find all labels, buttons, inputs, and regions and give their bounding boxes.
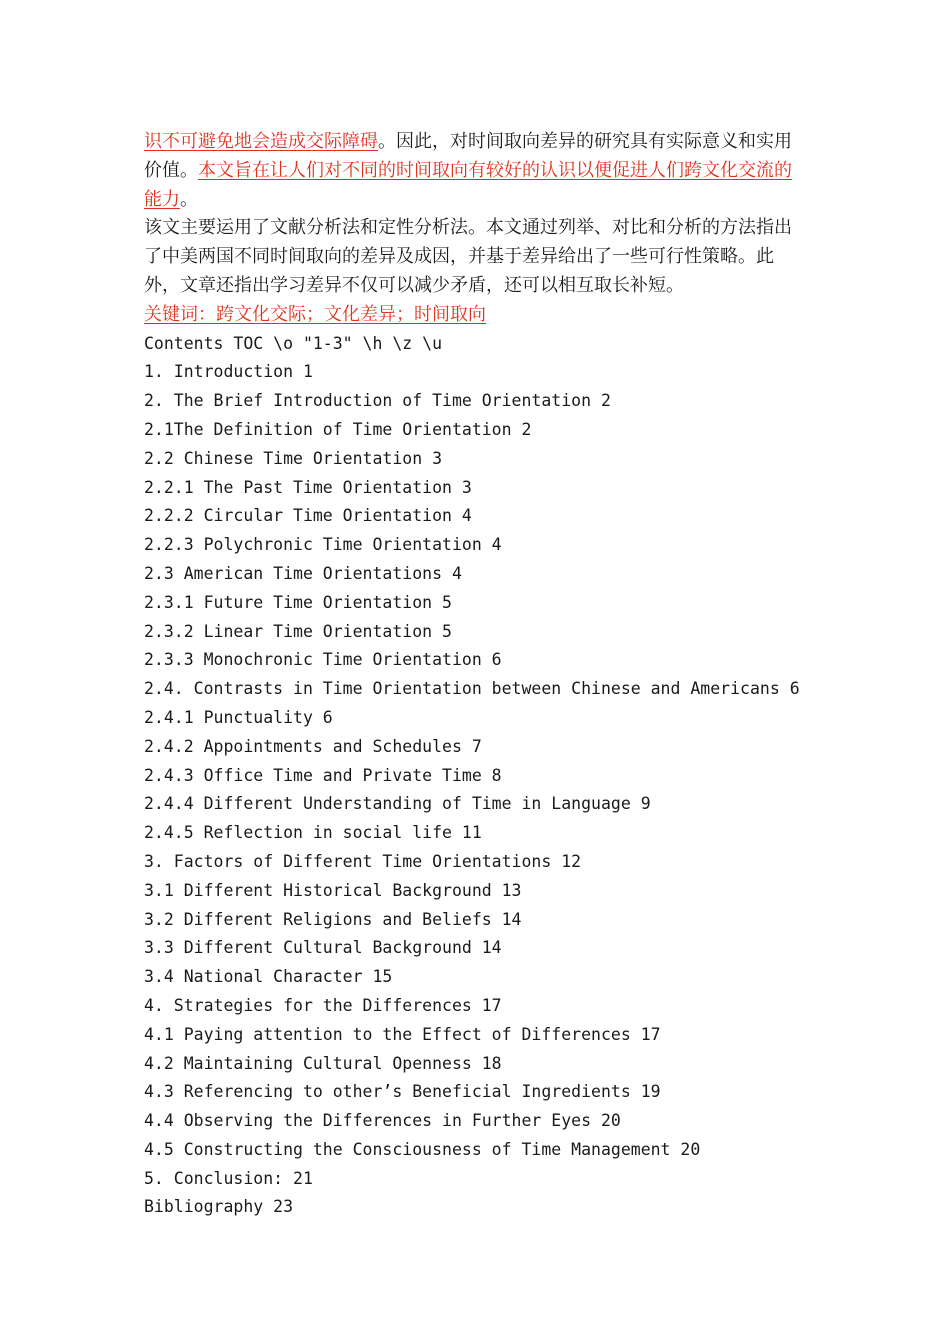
- toc-entry[interactable]: 2.4.4 Different Understanding of Time in Language 9: [144, 794, 651, 814]
- toc-entry[interactable]: 2.2.3 Polychronic Time Orientation 4: [144, 535, 502, 555]
- toc-entry[interactable]: 4.5 Constructing the Consciousness of Time Management 20: [144, 1139, 701, 1159]
- toc-entry[interactable]: 2.4.2 Appointments and Schedules 7: [144, 736, 482, 756]
- toc-entry[interactable]: 2.2.1 The Past Time Orientation 3: [144, 477, 472, 497]
- body-text: 。因此，对时间取向差异的研究具有实际意义和实用价值。: [144, 131, 792, 181]
- abstract-paragraph-2: 该文主要运用了文献分析法和定性分析法。本文通过列举、对比和分析的方法指出了中美两国不同时间取向的差异及成因，并基于差异给出了一些可行性策略。此外，文章还指出学习差异不仅可以减少矛盾，还可以相互取长补短。: [144, 217, 792, 296]
- toc-entry[interactable]: 2.3.2 Linear Time Orientation 5: [144, 621, 452, 641]
- toc-entry[interactable]: 2. The Brief Introduction of Time Orientation 2: [144, 391, 611, 411]
- toc-entry[interactable]: 2.3.1 Future Time Orientation 5: [144, 592, 452, 612]
- toc-header: Contents TOC \o "1-3" \h \z \u: [144, 333, 443, 353]
- document-content: [144, 128, 804, 1222]
- toc-entry[interactable]: 2.1The Definition of Time Orientation 2: [144, 419, 532, 439]
- toc-entry[interactable]: 4. Strategies for the Differences 17: [144, 995, 502, 1015]
- toc-entry[interactable]: 2.4. Contrasts in Time Orientation between Chinese and Americans 6: [144, 679, 800, 699]
- toc-entry[interactable]: 4.2 Maintaining Cultural Openness 18: [144, 1053, 502, 1073]
- keywords-line: [144, 301, 804, 330]
- table-of-contents: [144, 358, 804, 1222]
- toc-entry[interactable]: 1. Introduction 1: [144, 362, 313, 382]
- toc-entry[interactable]: 2.4.5 Reflection in social life 11: [144, 823, 482, 843]
- toc-entry[interactable]: 2.2 Chinese Time Orientation 3: [144, 448, 443, 468]
- highlighted-text: 本文旨在让人们对不同的时间取向有较好的认识以便促进人们跨文化交流的能力: [144, 159, 792, 210]
- abstract-paragraph-1: [144, 128, 804, 214]
- toc-entry[interactable]: 3.1 Different Historical Background 13: [144, 880, 522, 900]
- toc-entry[interactable]: 4.4 Observing the Differences in Further Eyes 20: [144, 1111, 621, 1131]
- body-text: 。: [180, 188, 198, 210]
- toc-entry[interactable]: 2.3.3 Monochronic Time Orientation 6: [144, 650, 502, 670]
- toc-entry[interactable]: 2.3 American Time Orientations 4: [144, 563, 462, 583]
- toc-entry[interactable]: 3. Factors of Different Time Orientations 12: [144, 851, 582, 871]
- toc-entry[interactable]: 5. Conclusion: 21: [144, 1168, 313, 1188]
- toc-entry[interactable]: 2.4.3 Office Time and Private Time 8: [144, 765, 502, 785]
- toc-entry[interactable]: 2.4.1 Punctuality 6: [144, 707, 333, 727]
- toc-entry[interactable]: 2.2.2 Circular Time Orientation 4: [144, 506, 472, 526]
- highlighted-text: 识不可避免地会造成交际障碍: [144, 131, 378, 152]
- keywords-text: 关键词：跨文化交际；文化差异；时间取向: [144, 303, 486, 325]
- toc-entry[interactable]: Bibliography 23: [144, 1197, 294, 1217]
- toc-entry[interactable]: 3.4 National Character 15: [144, 967, 393, 987]
- toc-entry[interactable]: 4.1 Paying attention to the Effect of Differences 17: [144, 1024, 661, 1044]
- toc-entry[interactable]: 3.3 Different Cultural Background 14: [144, 938, 502, 958]
- toc-entry[interactable]: 4.3 Referencing to other’s Beneficial Ingredients 19: [144, 1082, 661, 1102]
- toc-entry[interactable]: 3.2 Different Religions and Beliefs 14: [144, 909, 522, 929]
